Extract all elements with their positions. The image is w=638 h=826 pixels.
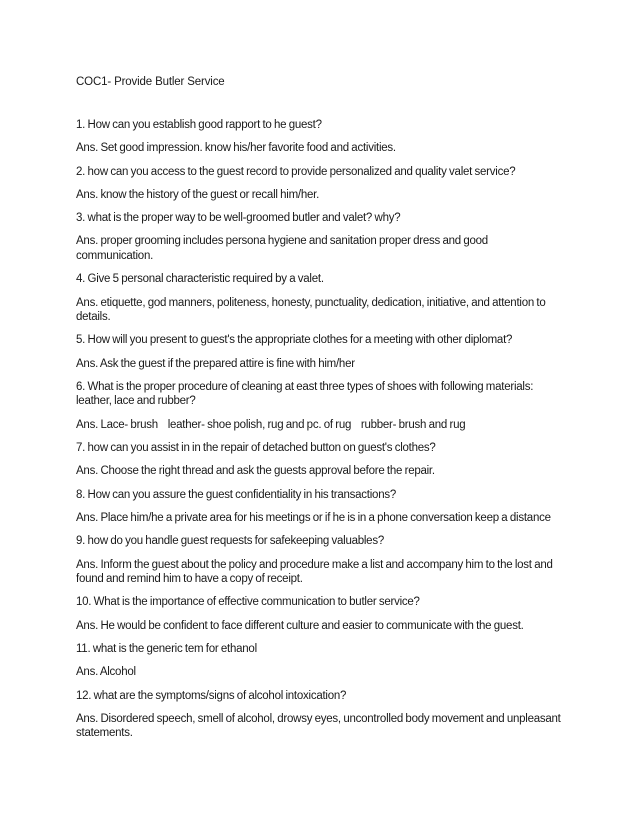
answer-1: Ans. Set good impression. know his/her favorite food and activities.: [76, 142, 396, 155]
question-6: 6. What is the proper procedure of cleaning at east three types of shoes with following materials: leather, lace and rubber?: [76, 380, 534, 408]
answer-5: Ans. Ask the guest if the prepared attire is fine with him/her: [76, 357, 355, 370]
answer-8: Ans. Place him/he a private area for his meetings or if he is in a phone conversation keep a distance: [76, 511, 551, 524]
answer-11: Ans. Alcohol: [76, 666, 136, 679]
answer-3: Ans. proper grooming includes persona hygiene and sanitation proper dress and good communication.: [76, 235, 488, 262]
question-4: 4. Give 5 personal characteristic required by a valet.: [76, 273, 324, 286]
question-10: 10. What is the importance of effective communication to butler service?: [76, 596, 420, 609]
answer-2: Ans. know the history of the guest or recall him/her.: [76, 188, 320, 201]
answer-7: Ans. Choose the right thread and ask the guests approval before the repair.: [76, 465, 435, 478]
document-body: [76, 75, 561, 750]
question-2: 2. how can you access to the guest record to provide personalized and quality valet service?: [76, 165, 516, 178]
answer-10: Ans. He would be confident to face different culture and easier to communicate with the guest.: [76, 619, 524, 632]
document-title: COC1- Provide Butler Service: [76, 76, 225, 88]
answer-12: Ans. Disordered speech, smell of alcohol, drowsy eyes, uncontrolled body movement and unpleasant statements.: [76, 712, 561, 740]
question-11: 11. what is the generic tem for ethanol: [76, 642, 257, 655]
answer-4: Ans. etiquette, god manners, politeness, honesty, punctuality, dedication, initiative, and attention to details.: [76, 296, 546, 324]
answer-6: Ans. Lace- brush leather- shoe polish, rug and pc. of rug rubber- brush and rug: [76, 418, 466, 431]
question-3: 3. what is the proper way to be well-groomed butler and valet? why?: [76, 212, 401, 225]
question-12: 12. what are the symptoms/signs of alcohol intoxication?: [76, 689, 347, 702]
question-5: 5. How will you present to guest's the appropriate clothes for a meeting with other diplomat?: [76, 334, 513, 347]
qa-list: [76, 118, 561, 741]
question-1: 1. How can you establish good rapport to he guest?: [76, 119, 322, 131]
answer-9: Ans. Inform the guest about the policy and procedure make a list and accompany him to the lost and found and remind him to have a copy of receipt.: [76, 558, 553, 586]
question-9: 9. how do you handle guest requests for safekeeping valuables?: [76, 535, 384, 548]
question-8: 8. How can you assure the guest confidentiality in his transactions?: [76, 488, 396, 501]
question-7: 7. how can you assist in in the repair of detached button on guest's clothes?: [76, 442, 436, 455]
